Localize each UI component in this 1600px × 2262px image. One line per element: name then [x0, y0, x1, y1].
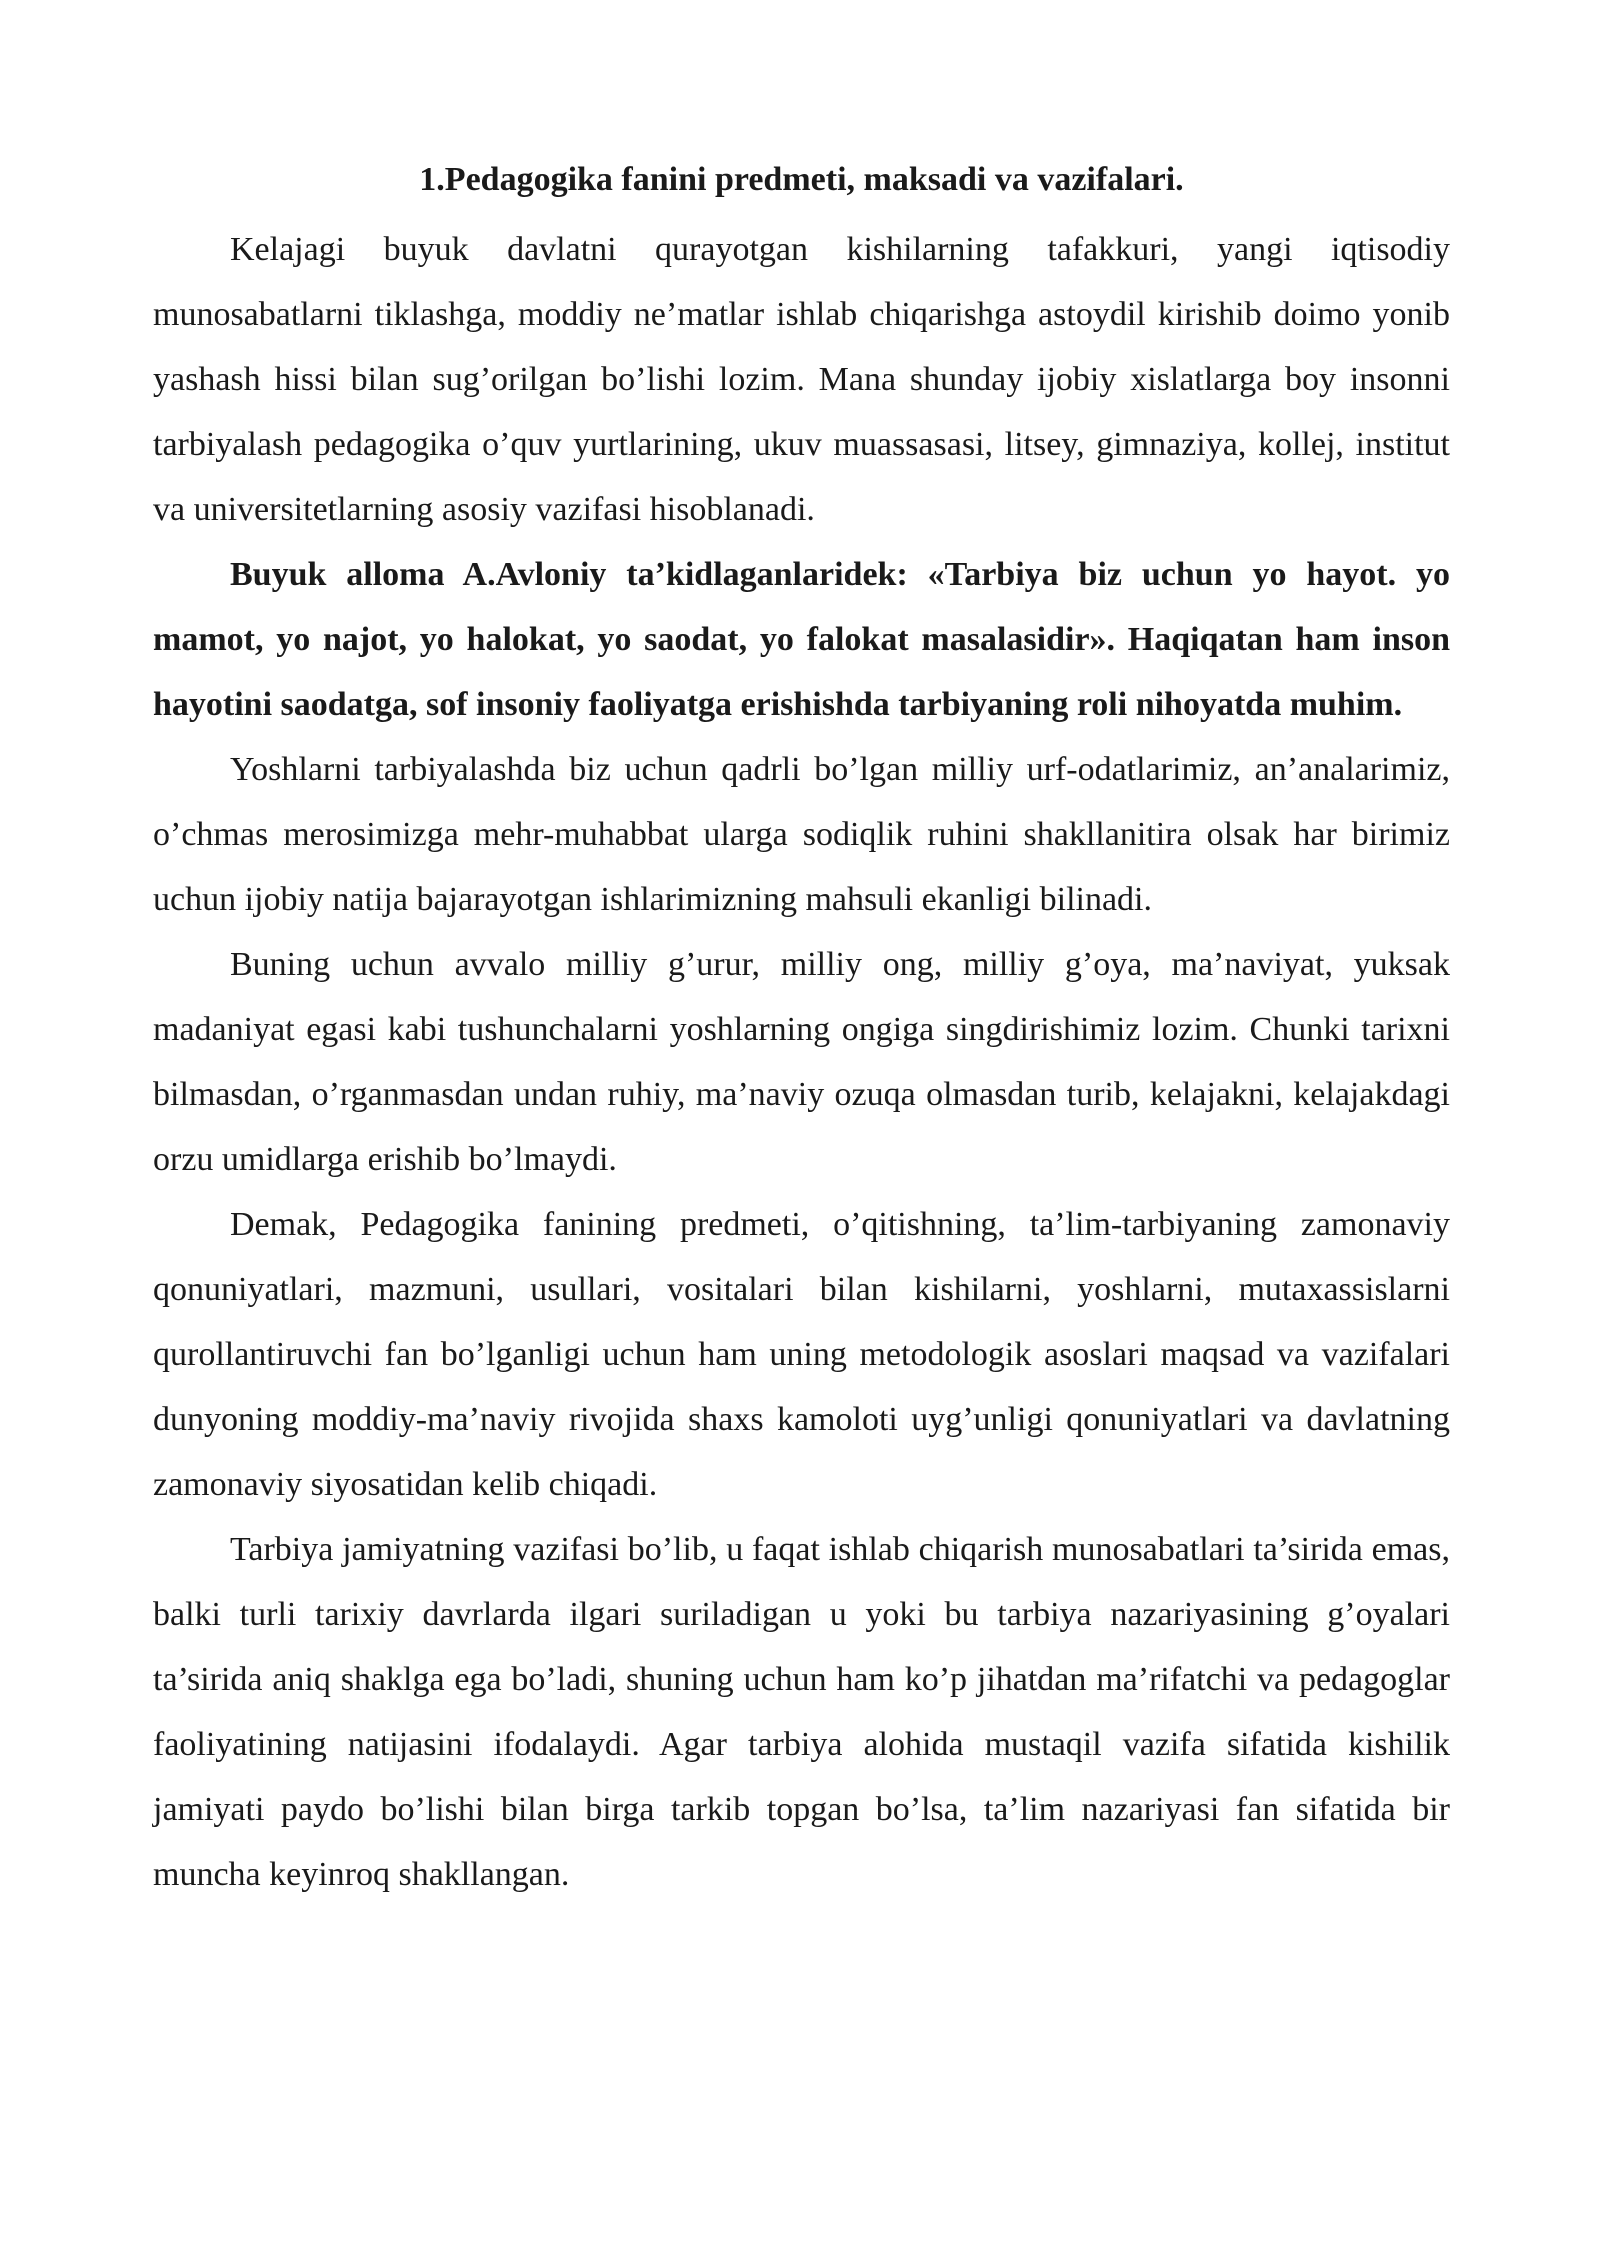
paragraph-avloniy-quote: Buyuk alloma A.Avloniy ta’kidlaganlaridek: «Tarbiya biz uchun yo hayot. yo mamot, yo najot, yo halokat, yo saodat, yo falokat masalasidir». Haqiqatan ham inson hayotini saodatga, sof insoniy faoliyatga erishishda tarbiyaning roli nihoyatda muhim. — [153, 556, 1450, 723]
paragraph-pedagogy-subject: Demak, Pedagogika fanining predmeti, o’qitishning, ta’lim-tarbiyaning zamonaviy qonuniyatlari, mazmuni, usullari, vositalari bilan kishilarni, yoshlarni, mutaxassislarni qurollantiruvchi fan bo’lganligi uchun ham uning metodologik asoslari maqsad va vazifalari dunyoning moddiy-ma’naviy rivojida shaxs kamoloti uyg’unligi qonuniyatlari va davlatning zamonaviy siyosatidan kelib chiqadi. — [153, 1206, 1450, 1503]
paragraph-upbringing-society: Tarbiya jamiyatning vazifasi bo’lib, u faqat ishlab chiqarish munosabatlari ta’sirida emas, balki turli tarixiy davrlarda ilgari suriladigan u yoki bu tarbiya nazariyasining g’oyalari ta’sirida aniq shaklga ega bo’ladi, shuning uchun ham ko’p jihatdan ma’rifatchi va pedagoglar faoliyatining natijasini ifodalaydi. Agar tarbiya alohida mustaqil vazifa sifatida kishilik jamiyati paydo bo’lishi bilan birga tarkib topgan bo’lsa, ta’lim nazariyasi fan sifatida bir muncha keyinroq shakllangan. — [153, 1531, 1450, 1893]
paragraph-national-pride: Buning uchun avvalo milliy g’urur, milliy ong, milliy g’oya, ma’naviyat, yuksak madaniyat egasi kabi tushunchalarni yoshlarning ongiga singdirishimiz lozim. Chunki tarixni bilmasdan, o’rganmasdan undan ruhiy, ma’naviy ozuqa olmasdan turib, kelajakni, kelajakdagi orzu umidlarga erishib bo’lmaydi. — [153, 946, 1450, 1178]
paragraph-intro: Kelajagi buyuk davlatni qurayotgan kishilarning tafakkuri, yangi iqtisodiy munosabatlarni tiklashga, moddiy ne’matlar ishlab chiqarishga astoydil kirishib doimo yonib yashash hissi bilan sug’orilgan bo’lishi lozim. Mana shunday ijobiy xislatlarga boy insonni tarbiyalash pedagogika o’quv yurtlarining, ukuv muassasasi, litsey, gimnaziya, kollej, institut va universitetlarning asosiy vazifasi hisoblanadi. — [153, 231, 1450, 528]
paragraph-youth-upbringing: Yoshlarni tarbiyalashda biz uchun qadrli bo’lgan milliy urf-odatlarimiz, an’analarimiz, o’chmas merosimizga mehr-muhabbat ularga sodiqlik ruhini shakllanitira olsak har birimiz uchun ijobiy natija bajarayotgan ishlarimizning mahsuli ekanligi bilinadi. — [153, 751, 1450, 918]
document-title: 1.Pedagogika fanini predmeti, maksadi va vazifalari. — [419, 161, 1184, 198]
